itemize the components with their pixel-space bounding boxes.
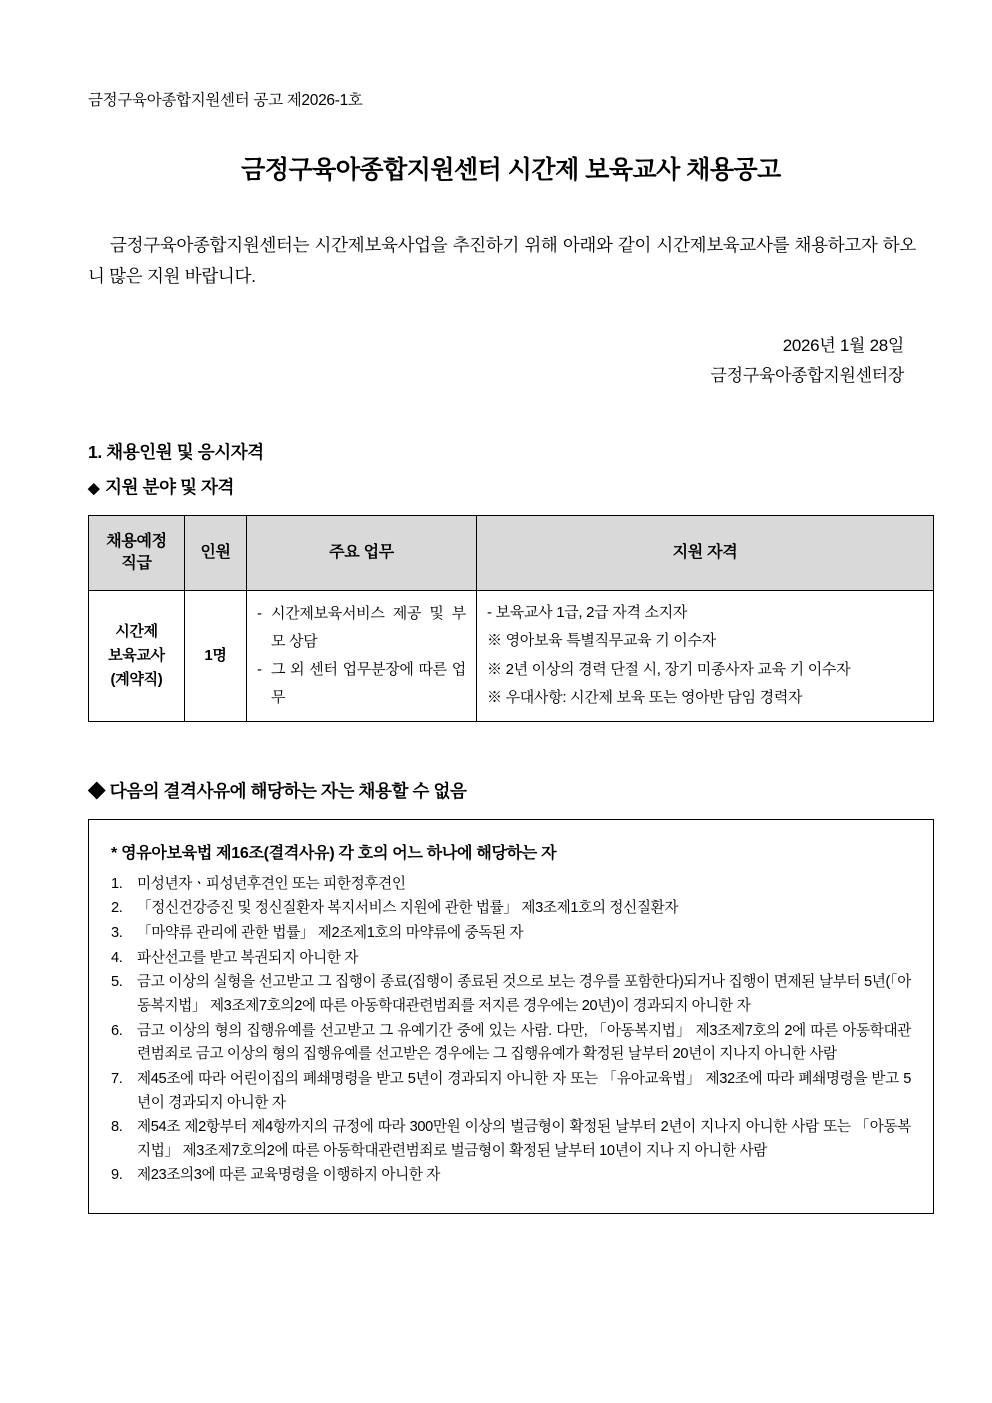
list-item — [111, 1164, 911, 1188]
disqualification-box — [88, 819, 934, 1214]
list-item-text: 금고 이상의 실형을 선고받고 그 집행이 종료(집행이 종료된 것으로 보는 경우를 포함한다)되거나 집행이 면제된 날부터 5년(「아동복지법」 제3조제7호의2에 따른 아동학대관련범죄를 저지른 경우에는 20년)이 경과되지 아니한 자 — [137, 974, 911, 1014]
list-item-text: 「마약류 관리에 관한 법률」 제2조제1호의 마약류에 중독된 자 — [137, 925, 524, 942]
list-item-number: 2. — [111, 900, 123, 917]
list-item-number: 6. — [111, 1022, 123, 1039]
diamond-icon: ◆ — [88, 479, 100, 497]
column-header-position-line1: 채용예정 — [106, 533, 167, 551]
cell-position-line3: (계약직) — [110, 670, 163, 688]
qualification-item: - 보육교사 1급, 2급 자격 소지자 — [487, 603, 688, 621]
list-item-number: 9. — [111, 1167, 123, 1184]
sign-date: 2026년 1월 28일 — [782, 336, 904, 356]
list-item-text: 파산선고를 받고 복권되지 아니한 자 — [137, 949, 359, 966]
list-item — [111, 971, 911, 1018]
section-1-subheading — [88, 474, 934, 499]
list-item-number: 8. — [111, 1119, 123, 1136]
disqualification-box-title: * 영유아보육법 제16조(결격사유) 각 호의 어느 하나에 해당하는 자 — [111, 844, 557, 862]
sign-organization: 금정구육아종합지원센터장 — [710, 366, 904, 385]
list-item-number: 1. — [111, 875, 123, 892]
column-header-qualification: 지원 자격 — [477, 515, 934, 590]
duty-item — [257, 600, 466, 656]
list-item — [111, 873, 911, 897]
signature-block — [88, 331, 904, 391]
table-header-row — [89, 515, 934, 590]
intro-paragraph — [88, 230, 916, 291]
list-item-number: 3. — [111, 925, 123, 942]
list-item-text: 제45조에 따라 어린이집의 폐쇄명령을 받고 5년이 경과되지 아니한 자 또는 「유아교육법」 제32조에 따라 폐쇄명령을 받고 5년이 경과되지 아니한 자 — [137, 1070, 911, 1111]
column-header-position-line2: 직급 — [121, 554, 152, 572]
list-item — [111, 897, 911, 921]
cell-duties — [247, 590, 477, 721]
page-title: 금정구육아종합지원센터 시간제 보육교사 채용공고 — [241, 156, 781, 184]
duty-text: 그 외 센터 업무분장에 따른 업무 — [271, 660, 466, 706]
section-2-heading — [88, 778, 934, 803]
list-item-number: 5. — [111, 974, 123, 991]
cell-position-line2: 보육교사 — [108, 646, 165, 664]
list-item-text: 제23조의3에 따른 교육명령을 이행하지 아니한 자 — [137, 1167, 441, 1184]
duty-bullet-icon: - — [257, 605, 262, 623]
list-item — [111, 947, 911, 971]
table-row — [89, 590, 934, 721]
section-1-subheading-label: 지원 분야 및 자격 — [105, 476, 235, 497]
list-item — [111, 1068, 911, 1115]
duty-bullet-icon: - — [257, 660, 262, 678]
duty-item — [257, 656, 466, 712]
column-header-position — [89, 515, 185, 590]
list-item-text: 「정신건강증진 및 정신질환자 복지서비스 지원에 관한 법률」 제3조제1호의 정신질환자 — [137, 900, 679, 917]
qualification-item: ※ 2년 이상의 경력 단절 시, 장기 미종사자 교육 기 이수자 — [487, 660, 851, 678]
section-1-heading: 1. 채용인원 및 응시자격 — [88, 441, 264, 462]
duty-text: 시간제보육서비스 제공 및 부모 상담 — [271, 605, 466, 650]
column-header-duty: 주요 업무 — [247, 515, 477, 590]
column-header-count: 인원 — [185, 515, 247, 590]
diamond-icon: ◆ — [88, 780, 106, 801]
list-item — [111, 1116, 911, 1163]
list-item-number: 7. — [111, 1070, 123, 1087]
qualification-item: ※ 영아보육 특별직무교육 기 이수자 — [487, 632, 716, 650]
cell-position-line1: 시간제 — [115, 622, 158, 640]
list-item — [111, 1020, 911, 1067]
document-number: 금정구육아종합지원센터 공고 제2026-1호 — [88, 92, 363, 109]
list-item — [111, 922, 911, 946]
cell-qualifications — [477, 590, 934, 721]
cell-position — [89, 590, 185, 721]
list-item-text: 제54조 제2항부터 제4항까지의 규정에 따라 300만원 이상의 벌금형이 확정된 날부터 2년이 지나지 아니한 사람 또는 「아동복지법」 제3조제7호의2에 따른 아동학대관련범죄로 벌금형이 확정된 날부터 10년이 지나 지 아니한 사람 — [137, 1119, 911, 1159]
list-item-number: 4. — [111, 949, 123, 966]
section-2-heading-label: 다음의 결격사유에 해당하는 자는 채용할 수 없음 — [109, 780, 467, 801]
qualification-item: ※ 우대사항: 시간제 보육 또는 영아반 담임 경력자 — [487, 689, 803, 707]
list-item-text: 금고 이상의 형의 집행유예를 선고받고 그 유예기간 중에 있는 사람. 다만, 「아동복지법」 제3조제7호의 2에 따른 아동학대관련범죄로 금고 이상의 형의 집행유예를 선고받은 경우에는 그 집행유예가 확정된 날부터 20년이 지나지 아니한 사람 — [137, 1022, 911, 1063]
recruitment-table — [88, 515, 934, 722]
cell-count: 1명 — [185, 590, 247, 721]
list-item-text: 미성년자ㆍ피성년후견인 또는 피한정후견인 — [137, 875, 406, 892]
intro-text: 금정구육아종합지원센터는 시간제보육사업을 추진하기 위해 아래와 같이 시간제보육교사를 채용하고자 하오니 많은 지원 바랍니다. — [88, 235, 916, 286]
